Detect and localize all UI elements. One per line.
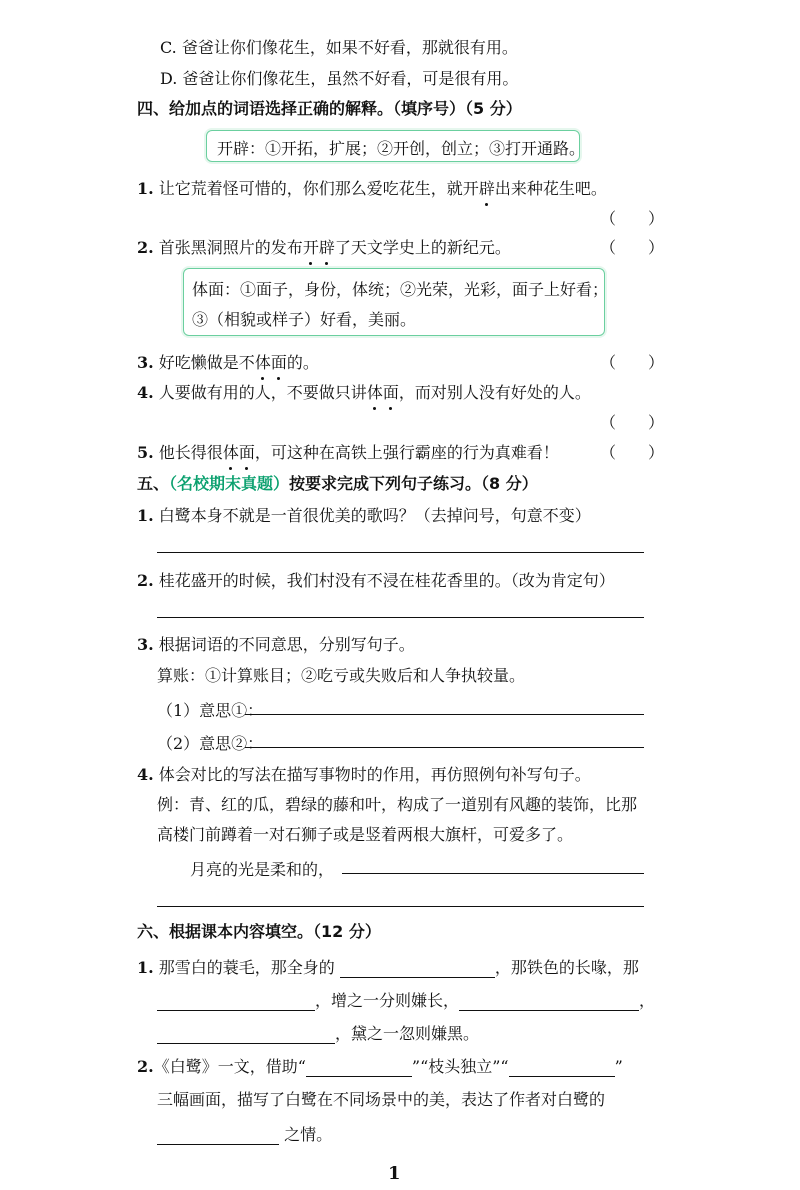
option-d: D. 爸爸让你们像花生，虽然不好看，可是很有用。 — [160, 69, 519, 88]
page-number: 1 — [388, 1163, 401, 1184]
exam-tag: （名校期末真题） — [169, 474, 290, 493]
answer-line[interactable] — [245, 747, 644, 748]
s6-question-2-line1: 2.《白鹭》一文，借助“ ”“枝头独立”“ ” — [137, 1057, 623, 1076]
definition-box-timian — [183, 268, 609, 336]
section-6-title: 六、根据课本内容填空。（12 分） — [137, 922, 381, 941]
fill-blank[interactable] — [459, 996, 639, 1011]
fill-blank[interactable] — [509, 1062, 615, 1077]
fill-blank[interactable] — [306, 1062, 412, 1077]
s4-question-5: 5. 他长得很体面，可这种在高铁上强行霸座的行为真难看！ — [137, 440, 559, 463]
s4-question-1: 1. 让它荒着怪可惜的，你们那么爱吃花生，就开辟出来种花生吧。 — [137, 176, 607, 199]
answer-line[interactable] — [342, 873, 644, 874]
s4-question-2: 2. 首张黑洞照片的发布开辟了天文学史上的新纪元。 — [137, 235, 511, 258]
fill-blank[interactable] — [157, 1130, 279, 1145]
s5-q4-example-line1: 例：青、红的瓜，碧绿的藤和叶，构成了一道别有风趣的装饰，比那 — [157, 795, 638, 814]
definition-timian-line2: ③（相貌或样子）好看，美丽。 — [192, 310, 417, 329]
answer-line[interactable] — [245, 714, 644, 715]
answer-line[interactable] — [157, 906, 644, 907]
definition-kaipi: 开辟：①开拓，扩展；②开创，创立；③打开通路。 — [217, 139, 586, 158]
section-5-title: 五、（名校期末真题）按要求完成下列句子练习。（8 分） — [137, 474, 538, 493]
s5-q4-start: 月亮的光是柔和的， — [190, 860, 335, 879]
fill-blank[interactable] — [340, 963, 495, 978]
s5-q3-definition: 算账：①计算账目；②吃亏或失败后和人争执较量。 — [157, 666, 526, 685]
answer-paren-5[interactable]: （ ） — [600, 443, 665, 462]
section-4-title: 四、给加点的词语选择正确的解释。（填序号）（5 分） — [137, 99, 522, 118]
answer-line[interactable] — [157, 617, 644, 618]
answer-paren-2[interactable]: （ ） — [600, 238, 665, 257]
s5-question-1: 1. 白鹭本身不就是一首很优美的歌吗？（去掉问号，句意不变） — [137, 506, 591, 525]
s4-question-3: 3. 好吃懒做是不体面的。 — [137, 350, 319, 373]
s6-question-1-line3: ，黛之一忽则嫌黑。 — [157, 1021, 479, 1044]
s5-question-4: 4. 体会对比的写法在描写事物时的作用，再仿照例句补写句子。 — [137, 765, 591, 784]
s5-q3-meaning-2: （2）意思②： — [157, 734, 264, 753]
answer-paren-3[interactable]: （ ） — [600, 353, 665, 372]
s6-question-2-line3: 之情。 — [157, 1122, 332, 1145]
s5-question-3: 3. 根据词语的不同意思，分别写句子。 — [137, 635, 415, 654]
option-c: C. 爸爸让你们像花生，如果不好看，那就很有用。 — [160, 38, 518, 57]
answer-line[interactable] — [157, 552, 644, 553]
s5-q4-example-line2: 高楼门前蹲着一对石狮子或是竖着两根大旗杆，可爱多了。 — [157, 825, 574, 844]
s5-q3-meaning-1: （1）意思①： — [157, 701, 264, 720]
fill-blank[interactable] — [157, 1029, 335, 1044]
s6-question-2-line2: 三幅画面，描写了白鹭在不同场景中的美，表达了作者对白鹭的 — [157, 1090, 606, 1109]
s4-question-4: 4. 人要做有用的人，不要做只讲体面，而对别人没有好处的人。 — [137, 380, 591, 403]
answer-paren-4[interactable]: （ ） — [600, 413, 665, 432]
s6-question-1-line2: ，增之一分则嫌长， ， — [157, 988, 655, 1011]
fill-blank[interactable] — [157, 996, 315, 1011]
dotted-char: 辟 — [479, 176, 495, 199]
s5-question-2: 2. 桂花盛开的时候，我们村没有不浸在桂花香里的。（改为肯定句） — [137, 571, 615, 590]
definition-box-kaipi — [206, 130, 586, 162]
definition-timian-line1: 体面：①面子，身份，体统；②光荣，光彩，面子上好看； — [192, 280, 609, 299]
s6-question-1-line1: 1. 那雪白的蓑毛，那全身的 ，那铁色的长喙，那 — [137, 958, 639, 977]
answer-paren-1[interactable]: （ ） — [600, 209, 665, 228]
